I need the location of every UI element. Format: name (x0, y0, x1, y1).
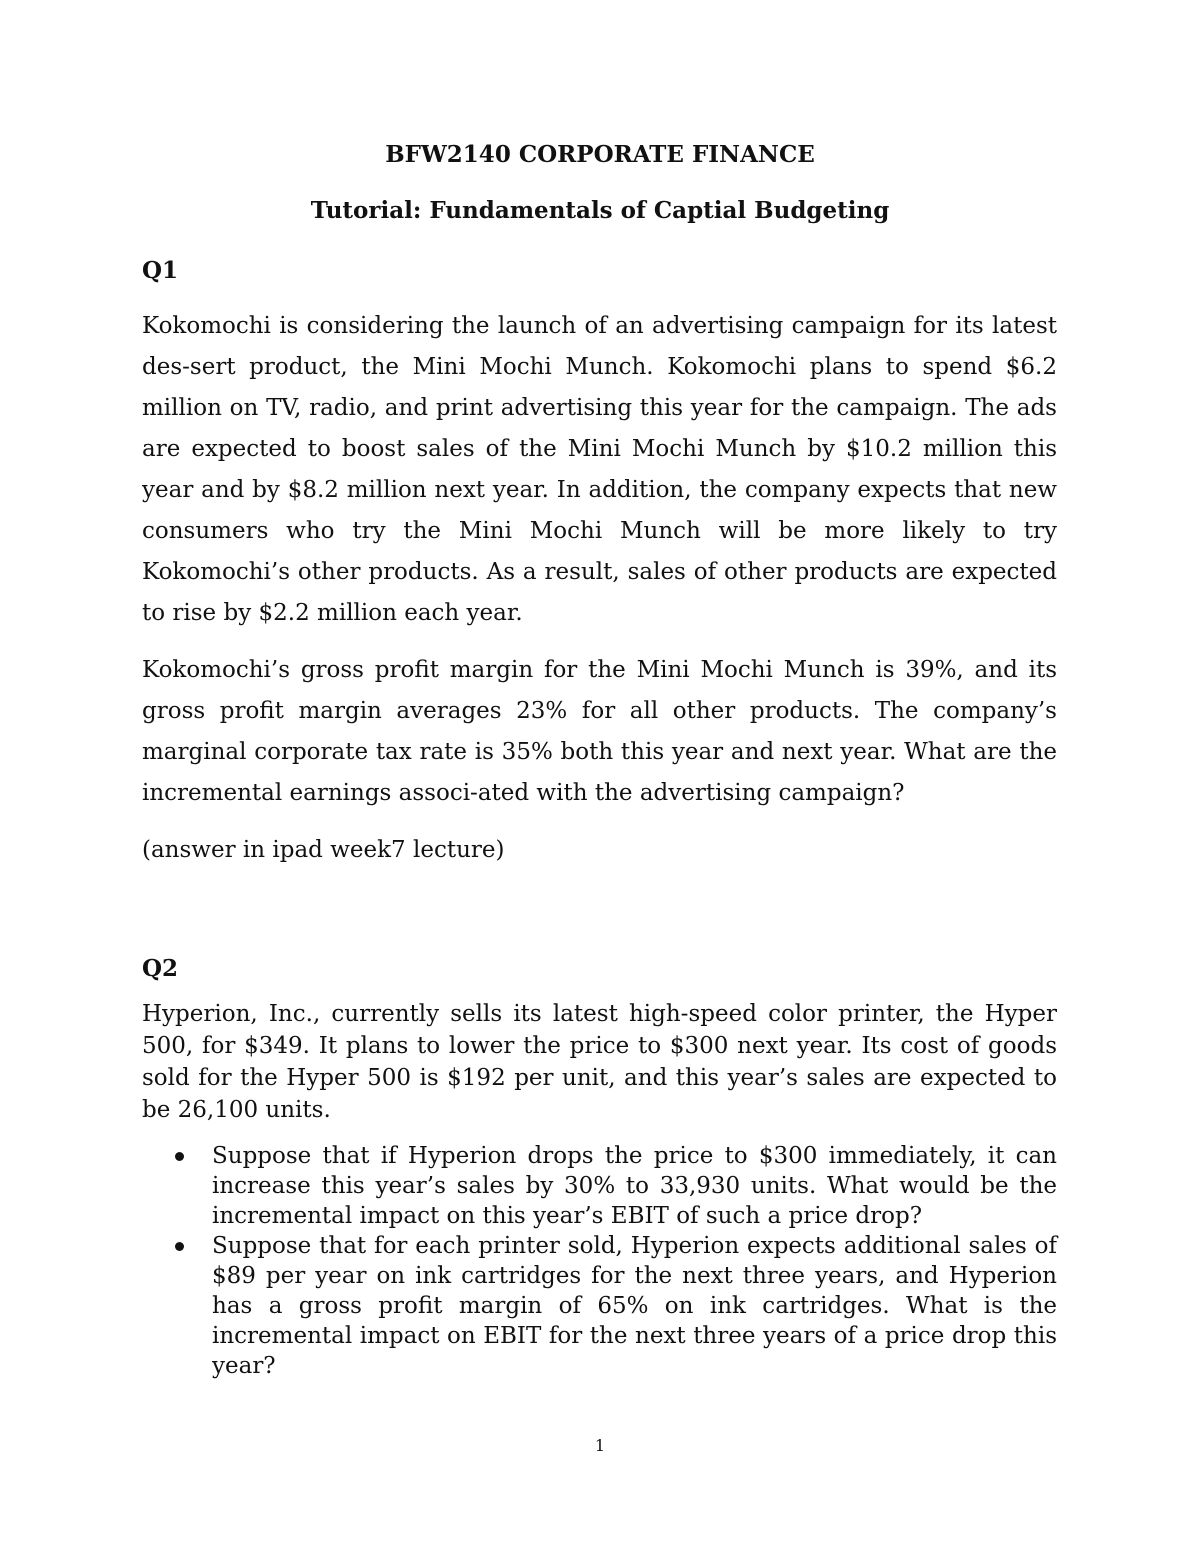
q1-heading: Q1 (142, 257, 179, 284)
q1-paragraph-2: Kokomochi’s gross profit margin for the Mini Mochi Munch is 39%, and its gross profit margin averages 23% for all other products. The company’s marginal corporate tax rate is 35% both this year and next year. What are the incremental earnings associ-ated with the advertising campaign? (142, 657, 1057, 806)
q2-bullet-list (142, 1141, 1057, 1381)
tutorial-title: Tutorial: Fundamentals of Captial Budgeting (310, 197, 890, 224)
course-title: BFW2140 CORPORATE FINANCE (385, 141, 815, 168)
q2-paragraph: Hyperion, Inc., currently sells its latest high-speed color printer, the Hyper 500, for $349. It plans to lower the price to $300 next year. Its cost of goods sold for the Hyper 500 is $192 per unit, and this year’s sales are expected to be 26,100 units. (142, 1001, 1057, 1123)
bullet-text: Suppose that for each printer sold, Hyperion expects additional sales of $89 per year on ink cartridges for the next three years, and Hyperion has a gross profit margin of 65% on ink cartridges. What is the incremental impact on EBIT for the next three years of a price drop this year? (212, 1233, 1057, 1379)
bullet-icon (175, 1152, 184, 1161)
bullet-text: Suppose that if Hyperion drops the price to $300 immediately, it can increase this year’s sales by 30% to 33,930 units. What would be the incremental impact on this year’s EBIT of such a price drop? (212, 1143, 1057, 1229)
q1-note: (answer in ipad week7 lecture) (142, 837, 505, 863)
list-item (142, 1231, 1057, 1381)
q1-paragraph-1: Kokomochi is considering the launch of an advertising campaign for its latest des-sert product, the Mini Mochi Munch. Kokomochi plans to spend $6.2 million on TV, radio, and print advertising this year for the campaign. The ads are expected to boost sales of the Mini Mochi Munch by $10.2 million this year and by $8.2 million next year. In addition, the company expects that new consumers who try the Mini Mochi Munch will be more likely to try Kokomochi’s other products. As a result, sales of other products are expected to rise by $2.2 million each year. (142, 313, 1057, 626)
page-number: 1 (594, 1436, 606, 1455)
list-item (142, 1141, 1057, 1231)
q2-heading: Q2 (142, 955, 179, 982)
bullet-icon (175, 1242, 184, 1251)
